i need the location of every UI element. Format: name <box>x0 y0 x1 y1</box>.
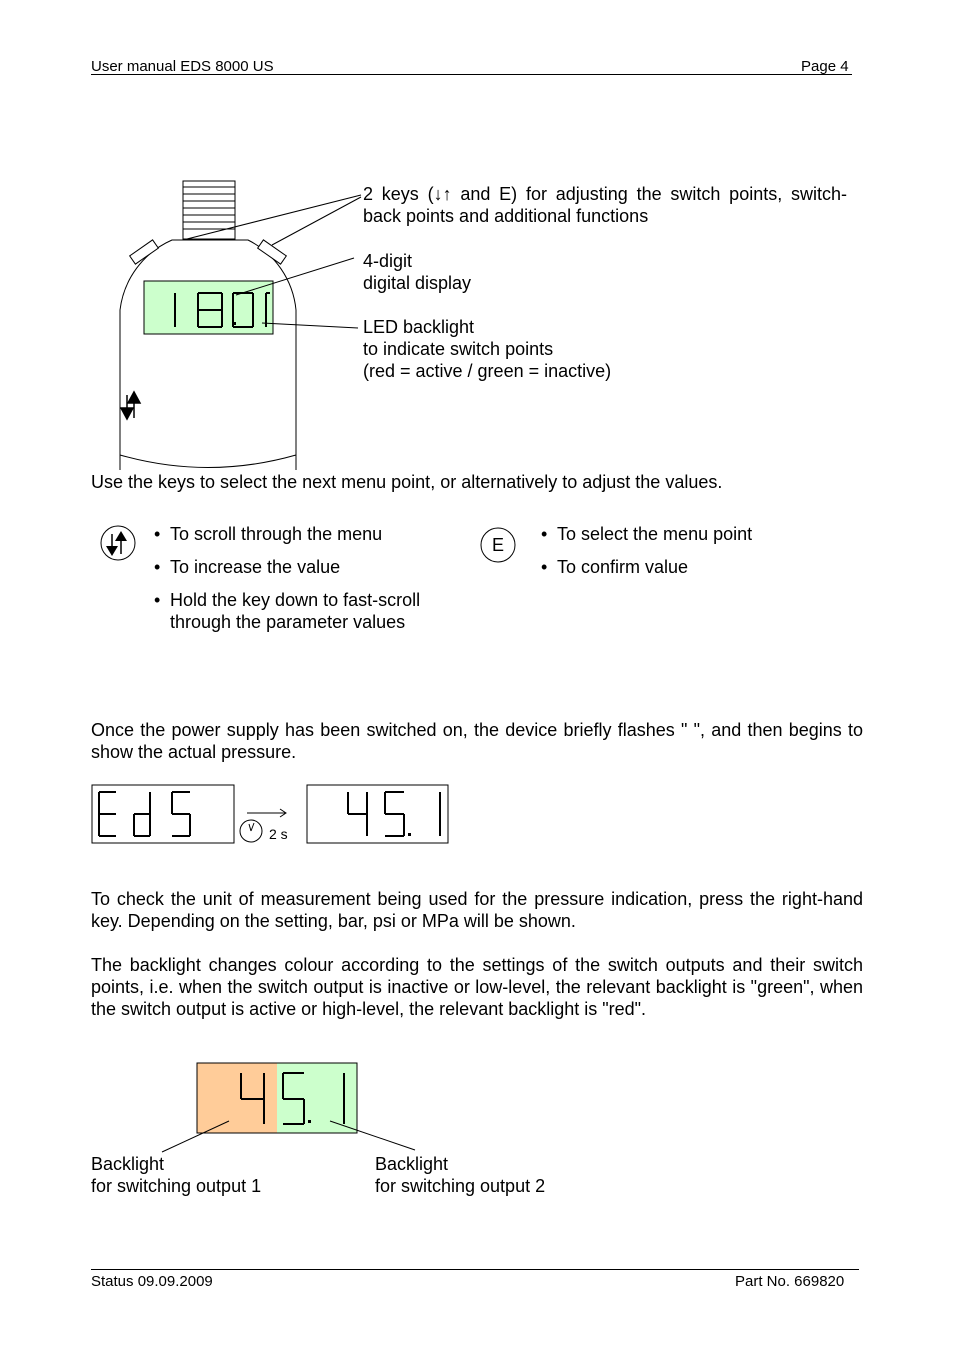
header-title: User manual EDS 8000 US <box>91 58 274 75</box>
list-item: • Hold the key down to fast-scroll through the parameter values <box>152 589 452 633</box>
label-led-line1: LED backlight <box>363 317 475 337</box>
label-led-line3: (red = active / green = inactive) <box>363 361 612 381</box>
power-on-paragraph: Once the power supply has been switched on, the device briefly flashes " ", and then begins to show the actual pressure. <box>91 720 863 762</box>
label-led-line2: to indicate switch points <box>363 339 554 359</box>
list-item: • To scroll through the menu <box>152 523 452 545</box>
backlight-paragraph: The backlight changes colour according to the settings of the switch outputs and their switch points, i.e. when the switch output is inactive or low-level, the relevant backlight is "green", when the switch output is active or high-level, the relevant backlight is "red". <box>91 955 863 1019</box>
backlight-output1-label-line1: Backlight <box>91 1154 165 1174</box>
header-page-number: Page 4 <box>801 58 849 75</box>
list-item: • To confirm value <box>539 556 839 578</box>
list-item: • To select the menu point <box>539 523 839 545</box>
backlight-output2-label-line2: for switching output 2 <box>375 1176 546 1196</box>
keys-intro: Use the keys to select the next menu point, or alternatively to adjust the values. <box>91 472 723 492</box>
footer-part-number: Part No. 669820 <box>735 1273 845 1290</box>
footer-rule <box>91 1269 859 1270</box>
label-keys: 2 keys (↓↑ and E) for adjusting the switch points, switch-back points and additional functions <box>363 184 847 226</box>
unit-paragraph: To check the unit of measurement being used for the pressure indication, press the right-hand key. Depending on the setting, bar, psi or MPa will be shown. <box>91 889 863 931</box>
backlight-output2-label-line1: Backlight <box>375 1154 449 1174</box>
e-key-letter: E <box>492 535 505 555</box>
list-item: • To increase the value <box>152 556 452 578</box>
footer-status: Status 09.09.2009 <box>91 1273 213 1290</box>
delay-label: 2 s <box>269 826 288 842</box>
label-display-line2: digital display <box>363 273 472 293</box>
label-display-line1: 4-digit <box>363 251 413 271</box>
backlight-output1-label-line2: for switching output 1 <box>91 1176 262 1196</box>
